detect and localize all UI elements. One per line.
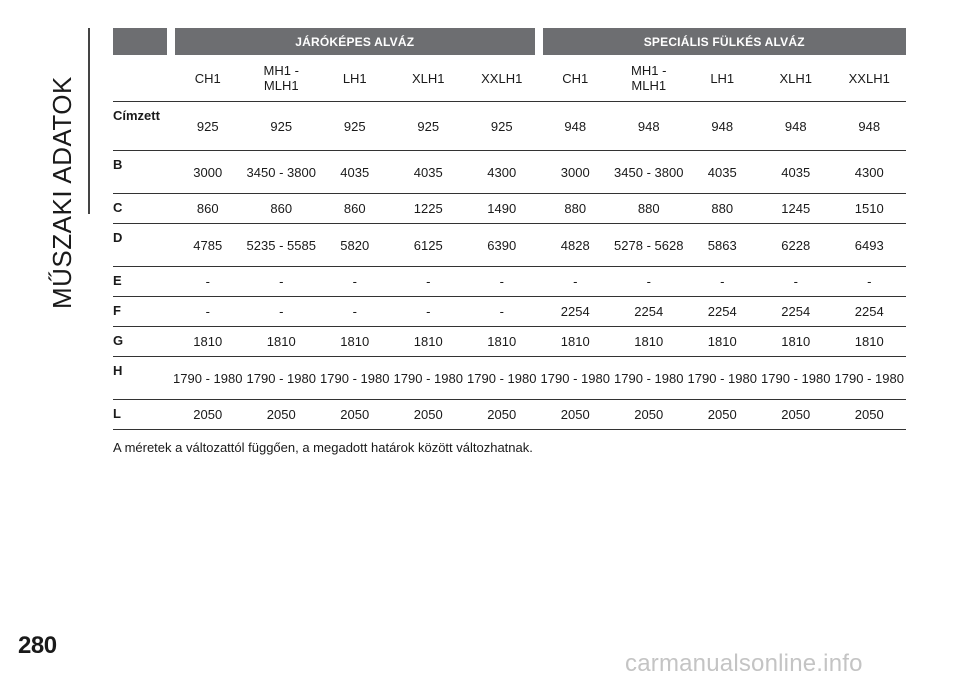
table-cell: 4035 xyxy=(686,151,760,194)
table-cell: 2254 xyxy=(833,297,907,327)
table-cell: 1225 xyxy=(392,194,466,224)
table-cell: 4300 xyxy=(465,151,539,194)
row-label: G xyxy=(113,327,171,357)
row-label: E xyxy=(113,267,171,297)
chapter-divider xyxy=(88,28,90,214)
table-cell: 948 xyxy=(686,102,760,151)
table-cell: 1790 - 1980 xyxy=(171,357,245,400)
table-cell: 860 xyxy=(318,194,392,224)
table-cell: 925 xyxy=(171,102,245,151)
table-cell: 860 xyxy=(171,194,245,224)
table-cell: 3450 - 3800 xyxy=(245,151,319,194)
table-cell: - xyxy=(465,297,539,327)
table-cell: 1790 - 1980 xyxy=(245,357,319,400)
table-cell: 1810 xyxy=(318,327,392,357)
table-cell: 1510 xyxy=(833,194,907,224)
table-row xyxy=(113,357,906,400)
table-cell: 1810 xyxy=(465,327,539,357)
table-cell: - xyxy=(245,297,319,327)
table-cell: 1790 - 1980 xyxy=(539,357,613,400)
table-cell: - xyxy=(318,297,392,327)
table-cell: 2254 xyxy=(612,297,686,327)
dimensions-table xyxy=(113,28,906,430)
table-cell: 948 xyxy=(833,102,907,151)
table-cell: 948 xyxy=(612,102,686,151)
table-cell: 948 xyxy=(539,102,613,151)
table-cell: - xyxy=(392,297,466,327)
table-cell: 2050 xyxy=(833,400,907,430)
column-header: CH1 xyxy=(171,55,245,102)
table-cell: - xyxy=(465,267,539,297)
table-cell: - xyxy=(612,267,686,297)
table-cell: 2050 xyxy=(759,400,833,430)
table-cell: - xyxy=(539,267,613,297)
row-label: D xyxy=(113,224,171,267)
table-cell: 6125 xyxy=(392,224,466,267)
row-label: B xyxy=(113,151,171,194)
table-cell: 1245 xyxy=(759,194,833,224)
column-header: MH1 - MLH1 xyxy=(245,55,319,102)
table-cell: 1810 xyxy=(392,327,466,357)
table-cell: 2050 xyxy=(171,400,245,430)
table-cell: 925 xyxy=(392,102,466,151)
table-row xyxy=(113,102,906,151)
table-cell: - xyxy=(759,267,833,297)
table-cell: 1810 xyxy=(171,327,245,357)
column-header-label xyxy=(113,55,171,102)
column-header: LH1 xyxy=(686,55,760,102)
table-cell: 4785 xyxy=(171,224,245,267)
table-cell: 1790 - 1980 xyxy=(392,357,466,400)
table-cell: 1810 xyxy=(612,327,686,357)
table-cell: - xyxy=(833,267,907,297)
table-cell: - xyxy=(318,267,392,297)
table-cell: 948 xyxy=(759,102,833,151)
table-cell: 925 xyxy=(465,102,539,151)
column-header: XXLH1 xyxy=(465,55,539,102)
watermark-text: carmanualsonline.info xyxy=(625,650,863,677)
table-cell: 6493 xyxy=(833,224,907,267)
table-cell: 3000 xyxy=(539,151,613,194)
group-header-specialis: SPECIÁLIS FÜLKÉS ALVÁZ xyxy=(539,28,907,55)
table-cell: 2254 xyxy=(686,297,760,327)
table-cell: 1490 xyxy=(465,194,539,224)
table-cell: - xyxy=(171,297,245,327)
row-label: L xyxy=(113,400,171,430)
table-cell: 3450 - 3800 xyxy=(612,151,686,194)
table-cell: 4828 xyxy=(539,224,613,267)
group-header-blank xyxy=(113,28,171,55)
table-cell: 1790 - 1980 xyxy=(465,357,539,400)
table-cell: - xyxy=(392,267,466,297)
row-label: F xyxy=(113,297,171,327)
table-cell: 1810 xyxy=(759,327,833,357)
table-cell: 6228 xyxy=(759,224,833,267)
table-cell: 1790 - 1980 xyxy=(759,357,833,400)
table-cell: 1810 xyxy=(539,327,613,357)
table-cell: 3000 xyxy=(171,151,245,194)
table-cell: 1790 - 1980 xyxy=(612,357,686,400)
table-row xyxy=(113,224,906,267)
table-cell: 2254 xyxy=(539,297,613,327)
table-cell: - xyxy=(171,267,245,297)
table-cell: 4035 xyxy=(392,151,466,194)
table-cell: 925 xyxy=(318,102,392,151)
dimensions-table-container xyxy=(113,28,906,455)
table-cell: 1810 xyxy=(245,327,319,357)
table-cell: 880 xyxy=(539,194,613,224)
table-row xyxy=(113,267,906,297)
table-cell: 4300 xyxy=(833,151,907,194)
table-body xyxy=(113,102,906,430)
table-cell: 860 xyxy=(245,194,319,224)
group-header-jarokepes: JÁRÓKÉPES ALVÁZ xyxy=(171,28,539,55)
row-label: H xyxy=(113,357,171,400)
table-cell: 925 xyxy=(245,102,319,151)
table-cell: 5863 xyxy=(686,224,760,267)
table-cell: 1810 xyxy=(833,327,907,357)
column-header: CH1 xyxy=(539,55,613,102)
table-cell: 4035 xyxy=(759,151,833,194)
table-row xyxy=(113,400,906,430)
table-cell: 5278 - 5628 xyxy=(612,224,686,267)
table-row xyxy=(113,327,906,357)
table-cell: 880 xyxy=(612,194,686,224)
table-cell: 2254 xyxy=(759,297,833,327)
column-header-row xyxy=(113,55,906,102)
chapter-title: MŰSZAKI ADATOK xyxy=(47,76,77,309)
table-cell: 1810 xyxy=(686,327,760,357)
column-header: XLH1 xyxy=(759,55,833,102)
table-cell: 5235 - 5585 xyxy=(245,224,319,267)
table-cell: - xyxy=(686,267,760,297)
table-cell: 1790 - 1980 xyxy=(833,357,907,400)
column-header: MH1 - MLH1 xyxy=(612,55,686,102)
table-row xyxy=(113,151,906,194)
table-footnote: A méretek a változattól függően, a megadott határok között változhatnak. xyxy=(113,440,533,455)
page-number: 280 xyxy=(18,632,57,659)
table-cell: 2050 xyxy=(539,400,613,430)
table-cell: 2050 xyxy=(612,400,686,430)
row-label: Címzett xyxy=(113,102,171,151)
table-cell: 4035 xyxy=(318,151,392,194)
column-header: XXLH1 xyxy=(833,55,907,102)
column-header: LH1 xyxy=(318,55,392,102)
row-label: C xyxy=(113,194,171,224)
table-cell: 6390 xyxy=(465,224,539,267)
table-cell: 2050 xyxy=(465,400,539,430)
table-row xyxy=(113,297,906,327)
column-header: XLH1 xyxy=(392,55,466,102)
table-cell: 1790 - 1980 xyxy=(318,357,392,400)
table-cell: 2050 xyxy=(392,400,466,430)
table-cell: 5820 xyxy=(318,224,392,267)
table-cell: 1790 - 1980 xyxy=(686,357,760,400)
table-cell: 2050 xyxy=(245,400,319,430)
group-header-row xyxy=(113,28,906,55)
table-cell: 2050 xyxy=(318,400,392,430)
table-cell: 880 xyxy=(686,194,760,224)
table-cell: 2050 xyxy=(686,400,760,430)
table-row xyxy=(113,194,906,224)
table-cell: - xyxy=(245,267,319,297)
